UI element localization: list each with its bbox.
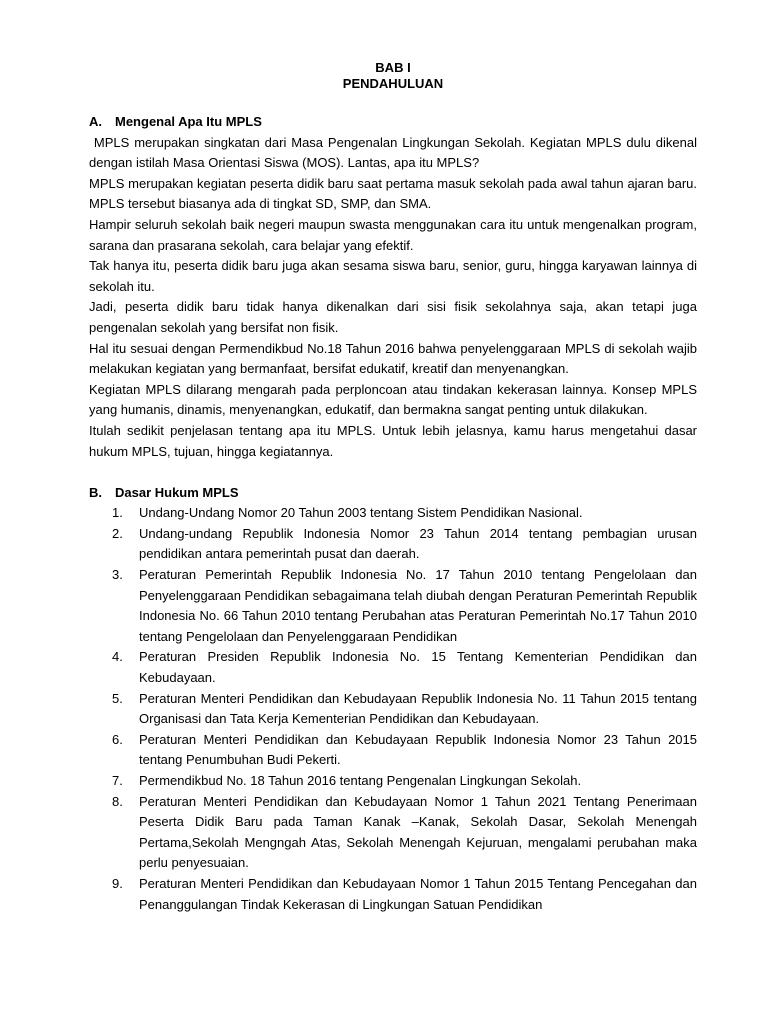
list-item — [89, 730, 697, 771]
section-b-letter: B. — [89, 484, 102, 500]
list-item — [89, 524, 697, 565]
list-item-text: Peraturan Presiden Republik Indonesia No. 15 Tentang Kementerian Pendidikan dan Kebudayaan. — [139, 649, 697, 686]
paragraph: Hampir seluruh sekolah baik negeri maupun swasta menggunakan cara itu untuk mengenalkan program, sarana dan prasarana sekolah, cara belajar yang efektif. — [89, 216, 697, 253]
section-b-title: Dasar Hukum MPLS — [115, 484, 239, 500]
list-item — [89, 689, 697, 730]
list-item — [89, 874, 697, 915]
document-page — [89, 60, 701, 915]
list-item-text: Peraturan Pemerintah Republik Indonesia No. 17 Tahun 2010 tentang Pengelolaan dan Penyelenggaraan Pendidikan sebagaimana telah diubah dengan Peraturan Pemerintah Republik Indonesia No. 66 Tahun 2010 tentang Perubahan atas Peraturan Pemerintah No.17 Tahun 2010 tentang Pengelolaan dan Penyelenggaraan Pendidikan — [139, 567, 697, 644]
list-item-number: 9. — [112, 875, 123, 891]
list-item — [89, 565, 697, 647]
paragraph: Jadi, peserta didik baru tidak hanya dikenalkan dari sisi fisik sekolahnya saja, akan tetapi juga pengenalan sekolah yang bersifat non fisik. — [89, 299, 697, 335]
list-item-number: 4. — [112, 649, 123, 665]
list-item-text: Undang-Undang Nomor 20 Tahun 2003 tentang Sistem Pendidikan Nasional. — [139, 505, 583, 521]
paragraph: MPLS merupakan kegiatan peserta didik baru saat pertama masuk sekolah pada awal tahun ajaran baru. MPLS tersebut biasanya ada di tingkat SD, SMP, dan SMA. — [89, 175, 697, 212]
paragraph: Itulah sedikit penjelasan tentang apa itu MPLS. Untuk lebih jelasnya, kamu harus mengetahui dasar hukum MPLS, tujuan, hingga kegiatannya. — [89, 422, 697, 459]
section-a-letter: A. — [89, 114, 102, 129]
chapter-title: PENDAHULUAN — [342, 76, 444, 91]
list-item-number: 6. — [112, 731, 123, 747]
list-item-text: Undang-undang Republik Indonesia Nomor 23 Tahun 2014 tentang pembagian urusan pendidikan antara pemerintah pusat dan daerah. — [139, 525, 697, 562]
list-item-number: 5. — [112, 690, 123, 706]
list-item-number: 7. — [112, 773, 123, 788]
list-item-number: 3. — [112, 567, 123, 583]
paragraph: Hal itu sesuai dengan Permendikbud No.18 Tahun 2016 bahwa penyelenggaraan MPLS di sekolah wajib melakukan kegiatan yang bermanfaat, bersifat edukatif, kreatif dan menyenangkan. — [89, 340, 697, 377]
paragraph: Kegiatan MPLS dilarang mengarah pada perploncoan atau tindakan kekerasan lainnya. Konsep MPLS yang humanis, dinamis, menyenangkan, edukatif, dan bermakna sangat penting untuk dilakukan. — [89, 381, 697, 418]
list-item-number: 8. — [112, 793, 123, 809]
list-item — [89, 647, 697, 688]
list-item-text: Peraturan Menteri Pendidikan dan Kebudayaan Republik Indonesia Nomor 23 Tahun 2015 tentang Penumbuhan Budi Pekerti. — [139, 731, 697, 768]
list-item-text: Peraturan Menteri Pendidikan dan Kebudayaan Republik Indonesia No. 11 Tahun 2015 tentang Organisasi dan Tata Kerja Kementerian Pendidikan dan Kebudayaan. — [139, 690, 697, 727]
list-item-text: Peraturan Menteri Pendidikan dan Kebudayaan Nomor 1 Tahun 2015 Tentang Pencegahan dan Penanggulangan Tindak Kekerasan di Lingkungan Satuan Pendidikan — [139, 875, 697, 912]
list-item — [89, 771, 697, 792]
list-item-number: 1. — [112, 505, 123, 521]
chapter-number: BAB I — [375, 60, 411, 75]
paragraph: Tak hanya itu, peserta didik baru juga akan sesama siswa baru, senior, guru, hingga karyawan lainnya di sekolah itu. — [89, 258, 697, 294]
section-a-title: Mengenal Apa Itu MPLS — [115, 114, 262, 129]
legal-basis-list — [89, 503, 697, 915]
list-item-text: Permendikbud No. 18 Tahun 2016 tentang Pengenalan Lingkungan Sekolah. — [139, 773, 582, 788]
paragraph: MPLS merupakan singkatan dari Masa Pengenalan Lingkungan Sekolah. Kegiatan MPLS dulu dikenal dengan istilah Masa Orientasi Siswa (MOS). Lantas, apa itu MPLS? — [89, 134, 701, 171]
section-a-body — [89, 133, 701, 463]
list-item — [89, 792, 697, 874]
list-item — [89, 503, 697, 524]
section-a-heading — [89, 112, 697, 133]
list-item-number: 2. — [112, 525, 123, 541]
list-item-text: Peraturan Menteri Pendidikan dan Kebudayaan Nomor 1 Tahun 2021 Tentang Penerimaan Peserta Didik Baru pada Taman Kanak –Kanak, Sekolah Dasar, Sekolah Menengah Pertama,Sekolah Mengngah Atas, Sekolah Menengah Kejuruan, mengalami perubahan maka perlu penyesuaian. — [139, 793, 697, 871]
section-b-heading — [89, 483, 697, 504]
